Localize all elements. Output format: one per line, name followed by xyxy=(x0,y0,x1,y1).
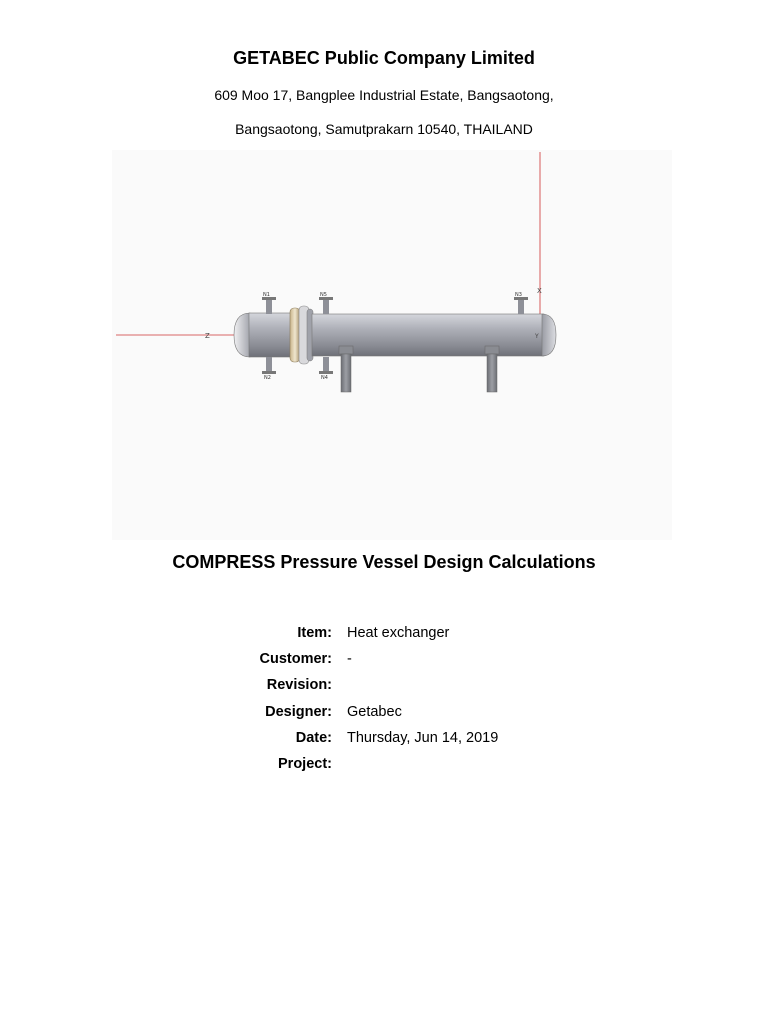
nozzle-n3 xyxy=(518,300,524,314)
field-date-label: Date: xyxy=(295,729,332,746)
field-date xyxy=(190,725,610,751)
field-designer-label: Designer: xyxy=(265,703,332,720)
x-axis-label: X xyxy=(537,287,542,295)
z-axis-label: Z xyxy=(205,332,210,340)
document-title: COMPRESS Pressure Vessel Design Calculations xyxy=(172,552,596,572)
vessel-drawing xyxy=(112,150,672,540)
field-designer-value: Getabec xyxy=(347,703,402,720)
saddle-left xyxy=(341,354,351,392)
field-project-label: Project: xyxy=(278,756,332,773)
nozzle-n2-label: N2 xyxy=(264,375,271,381)
saddle-left-top xyxy=(339,346,353,354)
field-item-value: Heat exchanger xyxy=(347,625,450,642)
field-revision xyxy=(190,672,610,698)
y-axis-label: Y xyxy=(535,333,539,340)
nozzle-n1 xyxy=(266,300,272,314)
field-customer-value: - xyxy=(347,651,352,668)
field-project xyxy=(190,751,610,777)
nozzle-n4 xyxy=(323,357,329,371)
field-item xyxy=(190,620,610,646)
nozzle-n5-label: N5 xyxy=(320,292,327,298)
nozzle-n3-label: N3 xyxy=(515,292,522,298)
field-customer xyxy=(190,646,610,672)
company-name: GETABEC Public Company Limited xyxy=(233,48,535,68)
nozzle-n5 xyxy=(323,300,329,314)
address-line-1: 609 Moo 17, Bangplee Industrial Estate, Bangsaotong, xyxy=(214,87,554,103)
saddle-right-top xyxy=(485,346,499,354)
address-line-2: Bangsaotong, Samutprakarn 10540, THAILAND xyxy=(235,121,533,137)
nozzle-n2 xyxy=(266,357,272,371)
field-customer-label: Customer: xyxy=(259,651,332,668)
flange-1 xyxy=(290,308,300,362)
field-item-label: Item: xyxy=(297,625,332,642)
field-revision-label: Revision: xyxy=(266,677,332,694)
channel-body xyxy=(249,313,295,357)
heat-exchanger-illustration xyxy=(112,150,672,540)
nozzle-n4-label: N4 xyxy=(321,375,328,381)
design-info-fields xyxy=(190,620,610,777)
saddle-right xyxy=(487,354,497,392)
field-designer xyxy=(190,699,610,725)
nozzle-n1-label: N1 xyxy=(263,292,270,298)
field-date-value: Thursday, Jun 14, 2019 xyxy=(347,729,499,746)
